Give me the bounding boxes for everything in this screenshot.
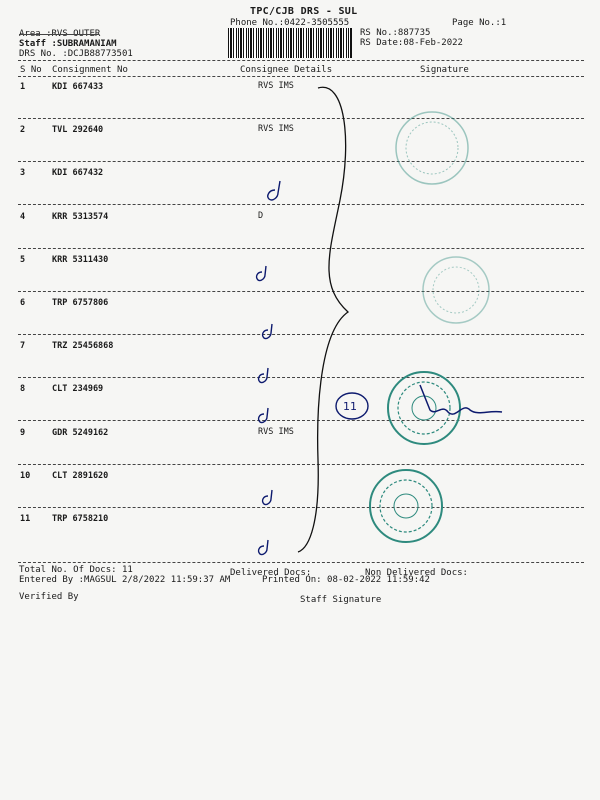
row-consignee-details: RVS IMS — [258, 81, 294, 91]
faded-stamp — [423, 257, 489, 323]
row-sno: 9 — [20, 428, 26, 438]
row-divider — [18, 377, 584, 378]
delivered-docs: Delivered Docs: — [230, 568, 312, 578]
row-divider — [18, 161, 584, 162]
staff-label: Staff :SUBRAMANIAM — [19, 39, 117, 49]
row-divider — [18, 204, 584, 205]
row-sno: 1 — [20, 82, 26, 92]
non-delivered-docs: Non Delivered Docs: — [365, 568, 468, 578]
row-consignment: KRR 5311430 — [52, 255, 109, 265]
entered-by: Entered By :MAGSUL 2/8/2022 11:59:37 AM — [19, 575, 231, 585]
row-divider — [18, 334, 584, 335]
rs-number: RS No.:887735 — [360, 28, 431, 38]
row-divider — [18, 464, 584, 465]
total-docs: Total No. Of Docs: 11 — [19, 565, 133, 575]
divider — [18, 60, 584, 61]
row-consignment: GDR 5249162 — [52, 428, 109, 438]
drs-number: DRS No. :DCJB88773501 — [19, 49, 133, 59]
row-consignment: KRR 5313574 — [52, 212, 109, 222]
circled-note-text: 11 — [343, 400, 357, 413]
col-sno: S No — [20, 65, 42, 75]
divider — [18, 76, 584, 77]
printed-on: Printed On: 08-02-2022 11:59:42 — [262, 575, 430, 585]
faded-stamp — [396, 112, 468, 184]
row-consignment: TVL 292640 — [52, 125, 104, 135]
row-divider — [18, 248, 584, 249]
staff-signature-label: Staff Signature — [300, 595, 382, 605]
row-consignee-details: RVS IMS — [258, 124, 294, 134]
row-sno: 6 — [20, 298, 26, 308]
barcode — [228, 28, 352, 58]
handwritten-bracket — [298, 87, 348, 552]
row-divider — [18, 291, 584, 292]
row-consignment: TRP 6758210 — [52, 514, 109, 524]
row-sno: 2 — [20, 125, 26, 135]
rs-date: RS Date:08-Feb-2022 — [360, 38, 463, 48]
page-number: Page No.:1 — [452, 18, 507, 28]
row-consignment: CLT 234969 — [52, 384, 104, 394]
row-sno: 5 — [20, 255, 26, 265]
row-consignment: TRZ 25456868 — [52, 341, 114, 351]
stamp — [370, 470, 442, 542]
row-sno: 3 — [20, 168, 26, 178]
stamp — [388, 372, 460, 444]
row-sno: 10 — [20, 471, 31, 481]
row-consignee-details: D — [258, 211, 264, 221]
area-label: Area :RVS OUTER — [19, 29, 101, 39]
signature-scribble — [420, 385, 502, 414]
handwritten-marks — [257, 181, 280, 555]
col-signature: Signature — [420, 65, 469, 75]
circled-annotation — [336, 393, 368, 419]
row-consignment: CLT 2891620 — [52, 471, 109, 481]
col-details: Consignee Details — [240, 65, 333, 75]
strike-line — [19, 34, 99, 35]
row-consignment: KDI 667432 — [52, 168, 104, 178]
document-title: TPC/CJB DRS - SUL — [250, 6, 358, 17]
col-consignment: Consignment No — [52, 65, 128, 75]
row-divider — [18, 118, 584, 119]
row-sno: 8 — [20, 384, 26, 394]
phone-number: Phone No.:0422-3505555 — [230, 18, 350, 28]
row-sno: 7 — [20, 341, 26, 351]
divider — [18, 562, 584, 563]
row-sno: 4 — [20, 212, 26, 222]
verified-by: Verified By — [19, 592, 79, 602]
row-consignee-details: RVS IMS — [258, 427, 294, 437]
row-divider — [18, 507, 584, 508]
row-divider — [18, 420, 584, 421]
row-sno: 11 — [20, 514, 31, 524]
row-consignment: KDI 667433 — [52, 82, 104, 92]
row-consignment: TRP 6757806 — [52, 298, 109, 308]
